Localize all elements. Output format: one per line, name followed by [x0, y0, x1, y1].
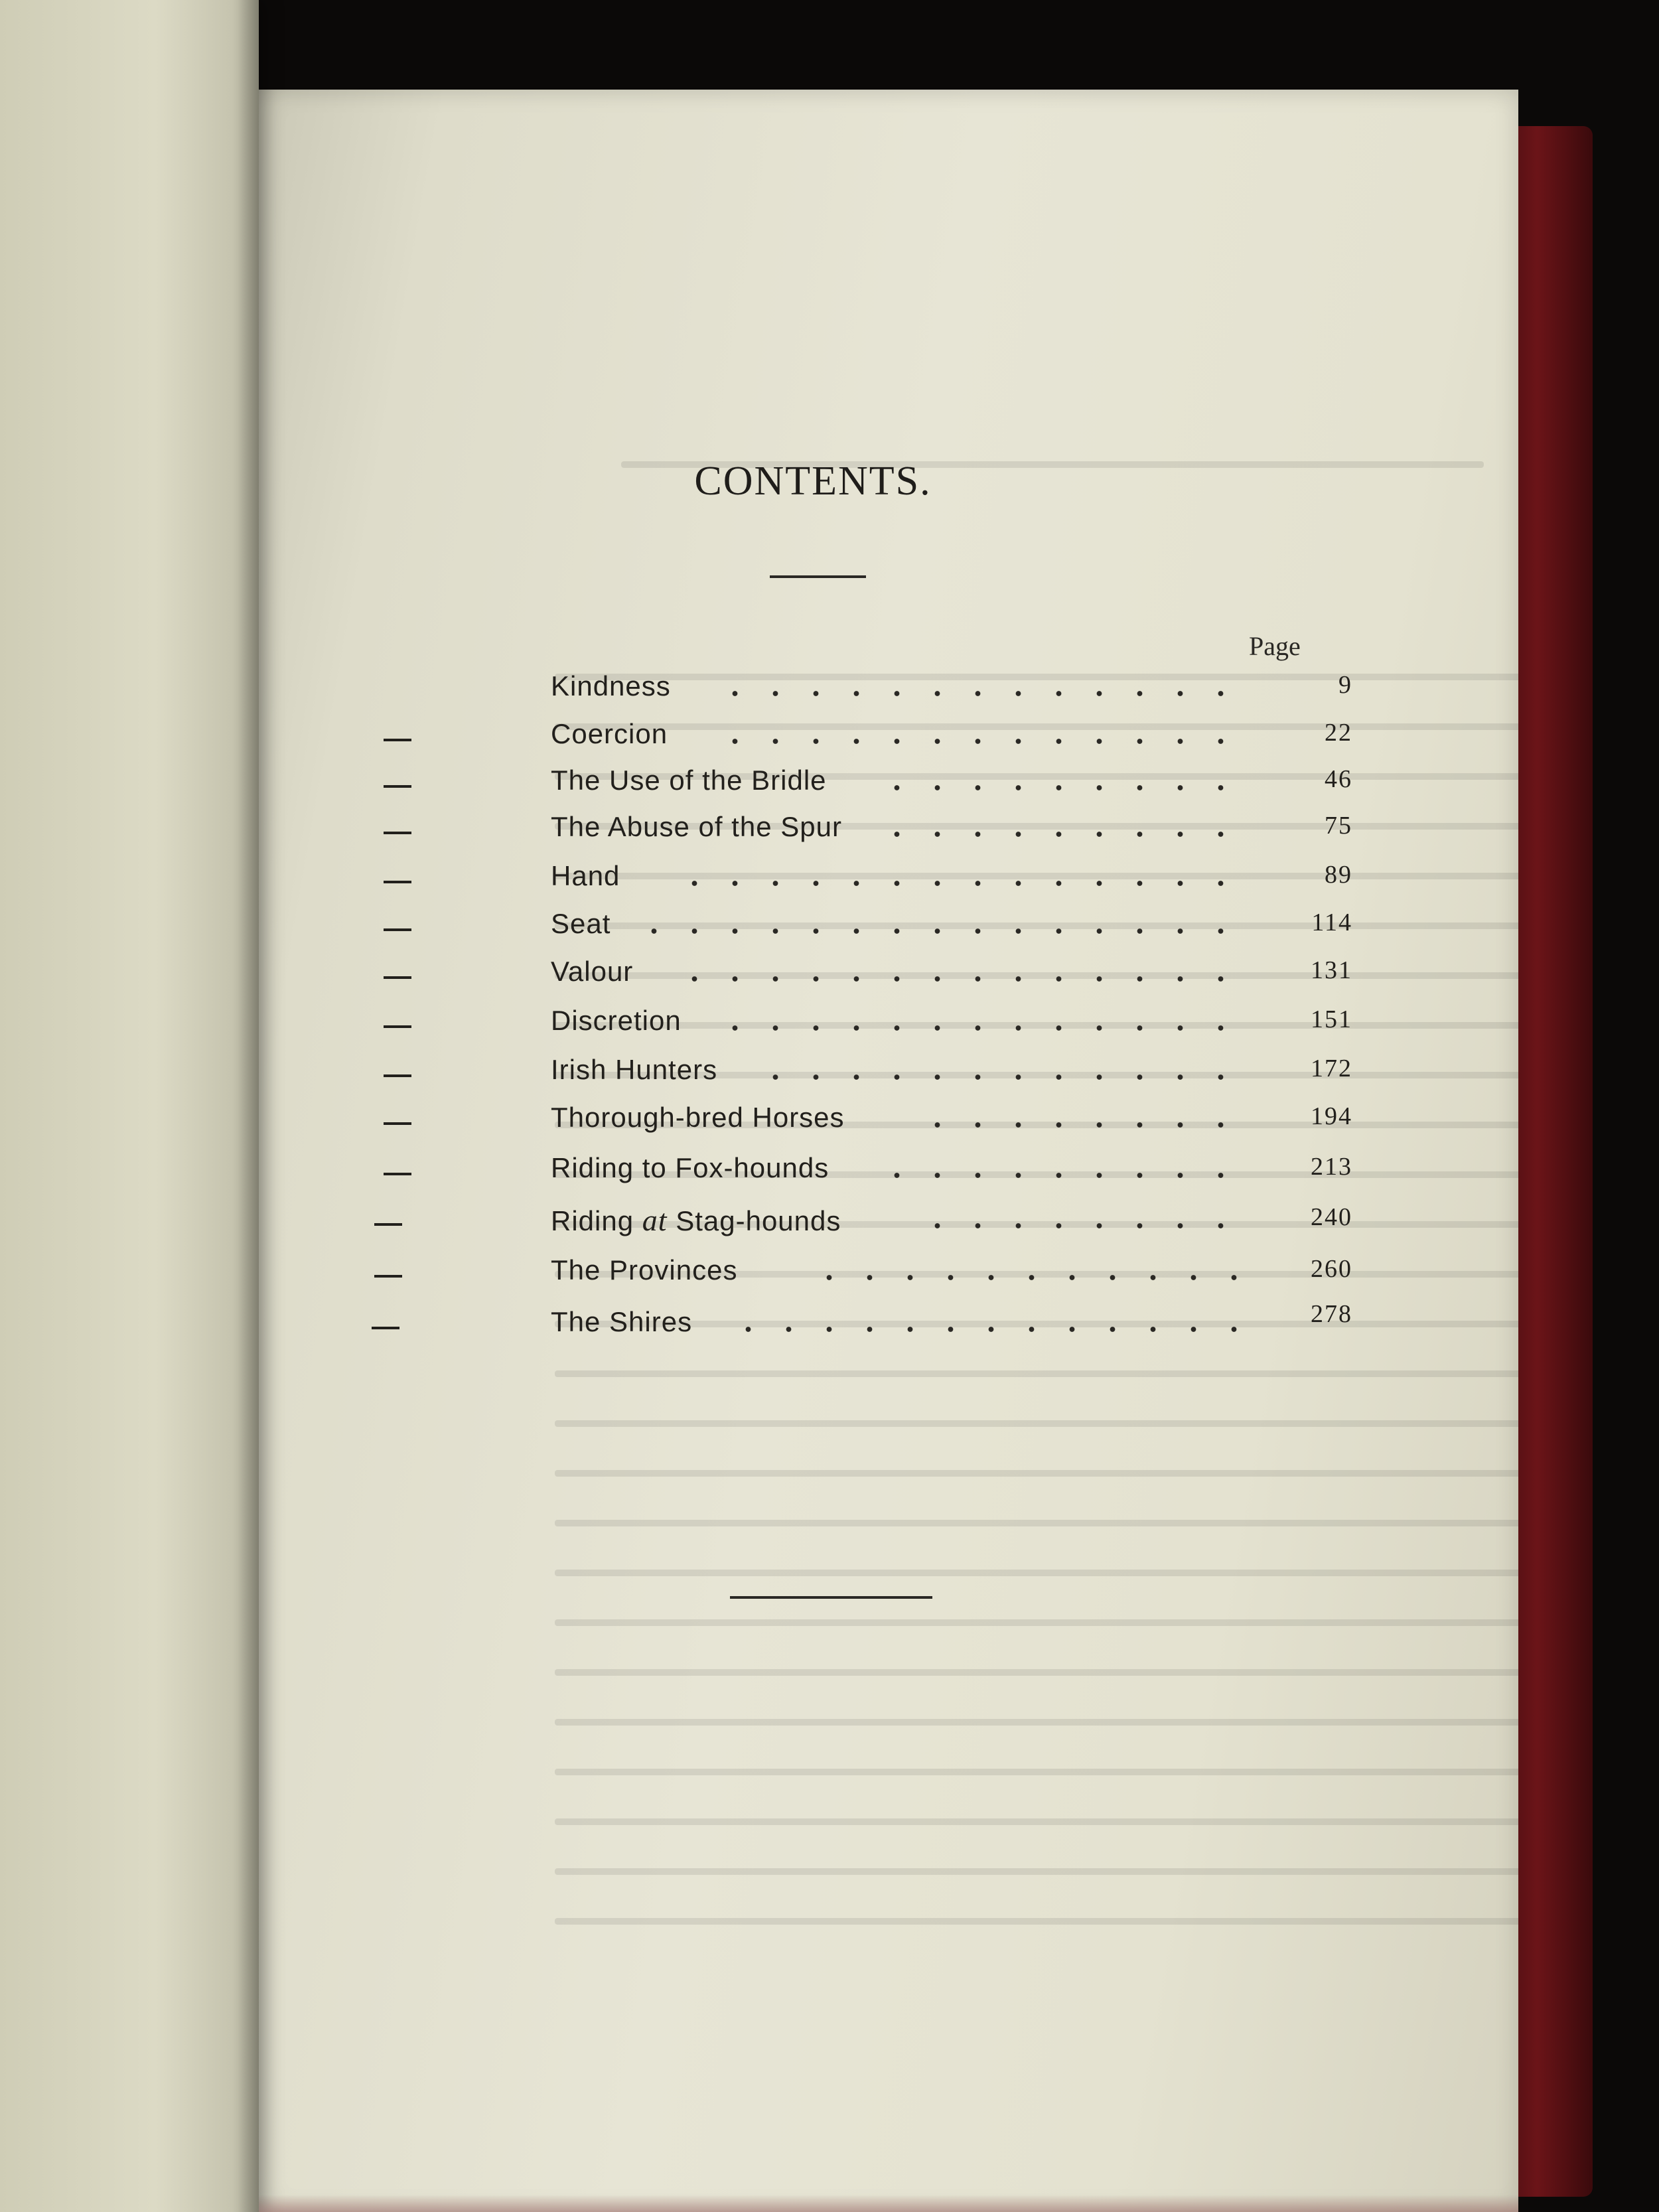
chapter-title: Discretion	[551, 1005, 682, 1036]
ditto-dash	[384, 1122, 411, 1125]
ditto-dash	[384, 1173, 411, 1175]
chapter-title: The Shires	[551, 1306, 693, 1337]
dot-leaders	[717, 690, 1241, 697]
page-number: 131	[1311, 956, 1352, 984]
chapter-title: The Use of the Bridle	[551, 765, 827, 796]
page-number: 75	[1325, 812, 1352, 840]
page-number: 22	[1325, 719, 1352, 747]
page-number: 240	[1311, 1203, 1352, 1231]
page-number: 89	[1325, 861, 1352, 889]
chapter-title	[551, 1203, 841, 1238]
ditto-dash	[384, 928, 411, 931]
title-text: Stag-hounds	[667, 1205, 841, 1236]
chapter-title: Hand	[551, 860, 620, 891]
chapter-title: Thorough-bred Horses	[551, 1102, 845, 1133]
dot-leaders	[717, 738, 1241, 745]
chapter-title: Irish Hunters	[551, 1054, 718, 1085]
ditto-dash	[374, 1223, 402, 1226]
page-number: 194	[1311, 1102, 1352, 1130]
page-number: 213	[1311, 1153, 1352, 1181]
title-text: Riding	[551, 1205, 642, 1236]
chapter-title: Valour	[551, 956, 634, 987]
ditto-dash	[384, 881, 411, 883]
page-number: 172	[1311, 1055, 1352, 1082]
page-number: 114	[1311, 909, 1352, 936]
dot-leaders	[730, 1326, 1254, 1333]
contents-heading: CONTENTS.	[694, 459, 932, 504]
page-number: 9	[1338, 671, 1352, 699]
dot-leaders	[889, 784, 1241, 791]
dot-leaders	[796, 1274, 1254, 1281]
ditto-dash	[374, 1275, 402, 1278]
dot-leaders	[889, 1172, 1241, 1179]
page-number: 46	[1325, 765, 1352, 793]
dot-leaders	[650, 928, 1241, 934]
dot-leaders	[730, 1025, 1241, 1031]
dot-leaders	[664, 880, 1241, 887]
title-italic-word: at	[642, 1203, 668, 1237]
chapter-title: Kindness	[551, 670, 671, 701]
page-number: 278	[1311, 1300, 1352, 1328]
ditto-dash	[384, 739, 411, 741]
dot-leaders	[916, 1222, 1241, 1229]
dot-leaders	[889, 831, 1241, 838]
ditto-dash	[384, 976, 411, 979]
dot-leaders	[664, 976, 1241, 982]
page-number: 260	[1311, 1255, 1352, 1283]
chapter-title: Coercion	[551, 718, 668, 749]
closing-rule	[730, 1596, 932, 1599]
dot-leaders	[770, 1074, 1241, 1080]
chapter-title: The Abuse of the Spur	[551, 811, 842, 842]
page-column-label: Page	[1249, 631, 1301, 661]
chapter-title: Seat	[551, 908, 611, 939]
ditto-dash	[372, 1327, 399, 1329]
ditto-dash	[384, 1074, 411, 1077]
dot-leaders	[902, 1122, 1241, 1128]
chapter-title: Riding to Fox-hounds	[551, 1152, 830, 1183]
page-number: 151	[1311, 1005, 1352, 1033]
ditto-dash	[384, 832, 411, 834]
ditto-dash	[384, 785, 411, 788]
ditto-dash	[384, 1025, 411, 1028]
chapter-title: The Provinces	[551, 1254, 738, 1286]
